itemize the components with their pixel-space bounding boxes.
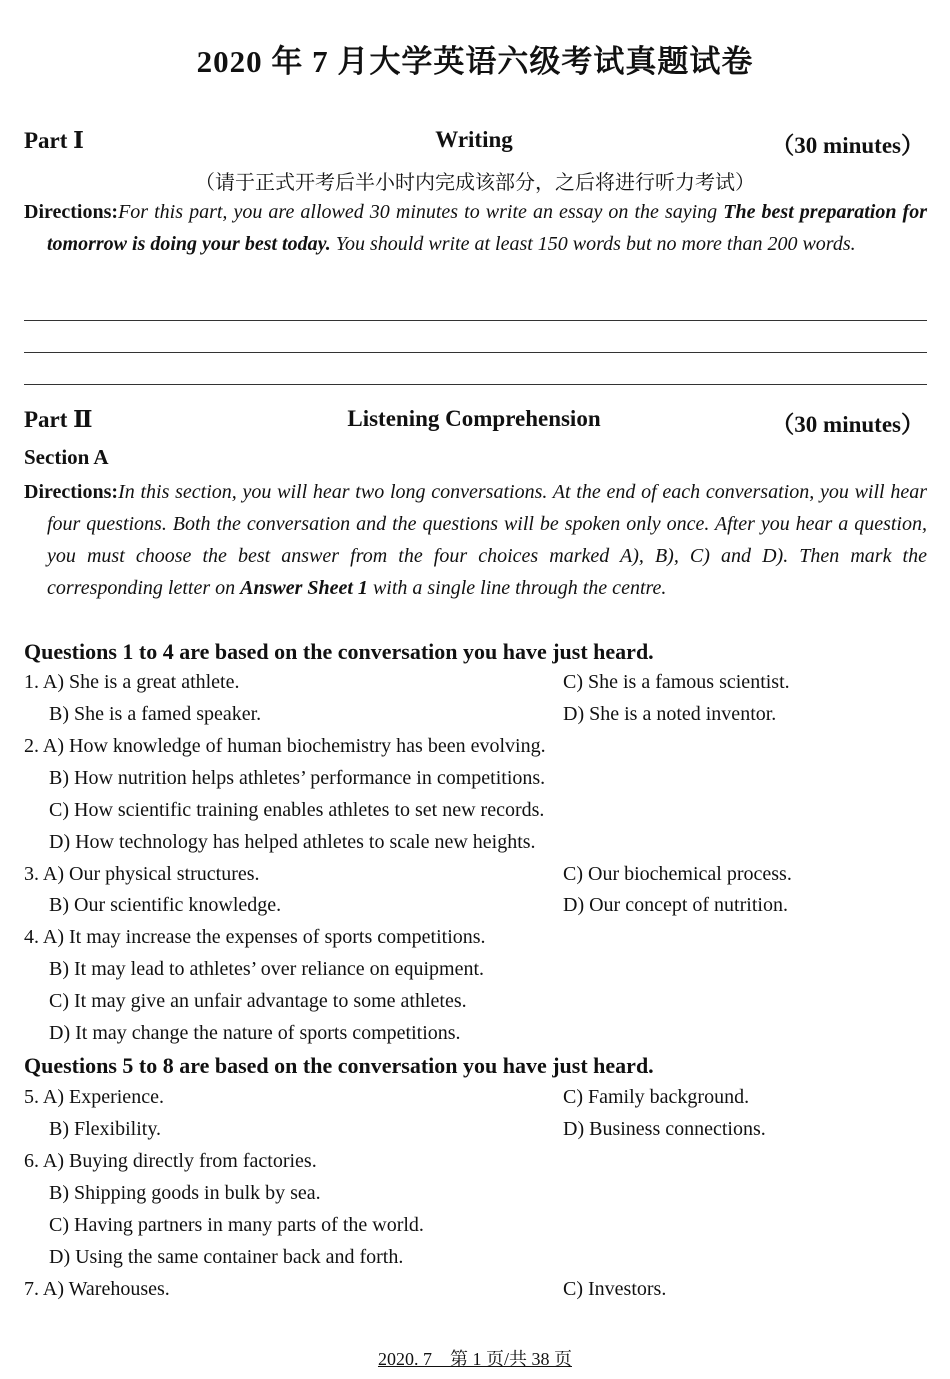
questions-5-8-heading: Questions 5 to 8 are based on the conversation you have just heard. [24,1053,654,1078]
q5-option-c: C) Family background. [563,1086,750,1108]
section-a-label: Section A [24,445,109,469]
part2-header [24,406,924,436]
writing-line-3 [24,384,927,385]
q3-option-c: C) Our biochemical process. [563,863,792,885]
q1-option-c: C) She is a famous scientist. [563,671,790,693]
q6-option-c: C) Having partners in many parts of the world. [49,1214,424,1236]
q3-option-d: D) Our concept of nutrition. [563,894,788,916]
writing-line-1 [24,320,927,321]
q5-option-d: D) Business connections. [563,1118,766,1140]
part1-directions [24,196,927,260]
part2-directions [24,476,927,604]
directions-label: Directions: [24,481,119,503]
part2-name: Listening Comprehension [347,406,601,431]
q4-option-a: 4. A) It may increase the expenses of sports competitions. [24,926,486,948]
page-footer: 2020. 7 第 1 页/共 38 页 [377,1349,572,1369]
q2-option-d: D) How technology has helped athletes to scale new heights. [49,831,536,853]
q7-option-a: 7. A) Warehouses. [24,1278,170,1300]
q7-option-c: C) Investors. [563,1278,667,1300]
part2-label: Part Ⅱ [24,407,93,432]
q1-option-a: 1. A) She is a great athlete. [24,671,240,693]
q4-option-b: B) It may lead to athletes’ over reliance on equipment. [49,958,485,980]
q5-option-b: B) Flexibility. [49,1118,162,1140]
answer-sheet-ref: Answer Sheet 1 [240,577,368,599]
q2-option-b: B) How nutrition helps athletes’ performance in competitions. [49,767,546,789]
part1-header [24,127,924,157]
page-title: 2020 年 7 月大学英语六级考试真题试卷 [196,44,754,79]
questions-1-4-heading: Questions 1 to 4 are based on the conversation you have just heard. [24,639,654,664]
directions-text: For this part, you are allowed 30 minutes to write an essay on the saying [118,201,724,223]
writing-line-2 [24,352,927,353]
q2-option-c: C) How scientific training enables athletes to set new records. [49,799,545,821]
q6-option-d: D) Using the same container back and forth. [49,1246,404,1268]
q4-option-c: C) It may give an unfair advantage to some athletes. [49,990,467,1012]
q1-option-b: B) She is a famed speaker. [49,703,262,725]
q6-option-a: 6. A) Buying directly from factories. [24,1150,317,1172]
q1-option-d: D) She is a noted inventor. [563,703,777,725]
q3-option-a: 3. A) Our physical structures. [24,863,260,885]
part1-time: （30 minutes） [771,133,924,158]
q2-option-a: 2. A) How knowledge of human biochemistry has been evolving. [24,735,546,757]
q6-option-b: B) Shipping goods in bulk by sea. [49,1182,321,1204]
directions-label: Directions: [24,201,119,223]
part1-name: Writing [435,127,513,152]
directions-text: In this section, you will hear two long conversations. At the end of each conversation, you will hear four questions. Both the conversation and the questions will be spoken only once. After you hear a question, you must choose the best answer from the four choices marked A), B), C) and D). Then mark the corresponding letter on [47,481,927,599]
directions-text-end: with a single line through the centre. [367,577,667,599]
directions-saying: The best preparation for tomorrow is doing your best today. [47,201,927,255]
q4-option-d: D) It may change the nature of sports competitions. [49,1022,461,1044]
q3-option-b: B) Our scientific knowledge. [49,894,282,916]
directions-text-end: You should write at least 150 words but no more than 200 words. [330,233,856,255]
part2-time: （30 minutes） [771,412,924,437]
part1-label: Part Ⅰ [24,128,84,153]
part1-note: （请于正式开考后半小时内完成该部分，之后将进行听力考试） [195,172,755,194]
q5-option-a: 5. A) Experience. [24,1086,164,1108]
